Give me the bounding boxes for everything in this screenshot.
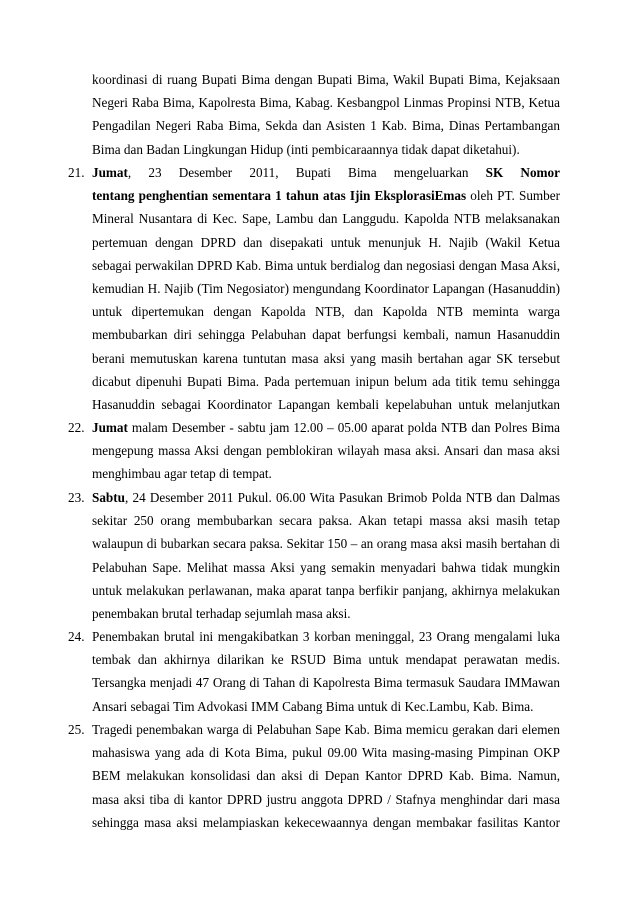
text-span: oleh PT. Sumber (466, 188, 560, 204)
text-line: pertemuan dengan DPRD dan disepakati untuk menunjuk H. Najib (Wakil Ketua (92, 234, 560, 250)
text-line (92, 184, 560, 207)
text-line: Hasanuddin sebagai Koordinator Lapangan kembali kepelabuhan untuk melanjutkan (92, 396, 560, 412)
text-line: penembakan brutal terhadap sejumlah masa aksi. (92, 605, 351, 621)
list-item-23 (68, 486, 560, 625)
text-span: malam Desember - sabtu jam 12.00 – 05.00 aparat polda NTB dan Polres Bima (127, 420, 560, 435)
text-line: tembak dan akhirnya dilarikan ke RSUD Bima untuk mendapat perawatan medis. (92, 652, 560, 668)
text-line: Bima dan Badan Lingkungan Hidup (inti pembicaraannya tidak dapat diketahui). (92, 141, 520, 157)
list-item-22 (68, 416, 560, 486)
item-number: 24. (68, 629, 85, 644)
text-line: untuk dipertemukan dengan Kapolda NTB, dan Kapolda NTB meminta warga (92, 304, 560, 320)
text-line: Ansari sebagai Tim Advokasi IMM Cabang Bima untuk di Kec.Lambu, Kab. Bima. (92, 698, 534, 714)
text-line: Pengadilan Negeri Raba Bima, Sekda dan Asisten 1 Kab. Bima, Dinas Pertambangan (92, 118, 560, 134)
text-line: Tersangka menjadi 47 Orang di Tahan di Kapolresta Bima termasuk Saudara IMMawan (92, 675, 560, 691)
text-line (92, 486, 560, 509)
item-number: 21. (68, 165, 85, 180)
list-item-24 (68, 625, 560, 718)
text-span: , 23 Desember 2011, Bupati Bima mengeluarkan (127, 165, 486, 180)
bold-text: Jumat (92, 420, 128, 435)
item-number: 22. (68, 420, 85, 435)
text-line: Negeri Raba Bima, Kapolresta Bima, Kabag. Kesbangpol Linmas Propinsi NTB, Ketua (92, 95, 560, 111)
text-line: BEM melakukan konsolidasi dan aksi di Depan Kantor DPRD Kab. Bima. Namun, (92, 768, 560, 784)
continuation-paragraph (92, 68, 560, 161)
bold-text: tentang penghentian sementara 1 tahun atas Ijin EksplorasiEmas (92, 188, 467, 204)
text-line: Pelabuhan Sape. Melihat massa Aksi yang semakin menyadari bahwa tidak mungkin (92, 559, 560, 575)
list-item-21 (68, 161, 560, 416)
text-line: walaupun di bubarkan secara paksa. Sekitar 150 – an orang masa aksi masih bertahan di (92, 536, 560, 552)
text-line: kemudian H. Najib (Tim Negosiator) mengundang Koordinator Lapangan (Hasanuddin) (92, 280, 560, 296)
text-line: masa aksi tiba di kantor DPRD justru anggota DPRD / Stafnya menghindar dari masa (92, 791, 560, 807)
text-line: mahasiswa yang ada di Kota Bima, pukul 09.00 Wita masing-masing Pimpinan OKP (92, 745, 560, 761)
text-line: sebagai perwakilan DPRD Kab. Bima untuk berdialog dan negosiasi dengan Masa Aksi, (92, 257, 560, 273)
text-span: , 24 Desember 2011 Pukul. 06.00 Wita Pasukan Brimob Polda NTB dan Dalmas (125, 490, 560, 505)
item-number: 23. (68, 490, 85, 505)
item-number: 25. (68, 722, 85, 737)
text-line: sehingga masa aksi melampiaskan kekecewaannya dengan membakar fasilitas Kantor (92, 814, 560, 830)
text-line: Tragedi penembakan warga di Pelabuhan Sape Kab. Bima memicu gerakan dari elemen (92, 722, 560, 737)
text-line: sekitar 250 orang membubarkan secara paksa. Akan tetapi massa aksi masih tetap (92, 513, 560, 529)
text-line: Penembakan brutal ini mengakibatkan 3 korban meninggal, 23 Orang mengalami luka (92, 629, 560, 644)
text-line (92, 161, 560, 184)
text-line: mengepung massa Aksi dengan pemblokiran wilayah masa aksi. Ansari dan masa aksi (92, 443, 560, 459)
text-line: membubarkan diri sehingga Pelabuhan dapat berfungsi kembali, namun Hasanuddin (92, 327, 560, 343)
bold-text: Jumat (92, 165, 128, 180)
list-item-25 (68, 718, 560, 834)
bold-text: SK Nomor (485, 165, 560, 180)
text-line (92, 416, 560, 439)
bold-text: Sabtu (92, 490, 125, 505)
text-line: koordinasi di ruang Bupati Bima dengan Bupati Bima, Wakil Bupati Bima, Kejaksaan (92, 72, 560, 87)
text-line: untuk melakukan perlawanan, maka aparat tanpa berfikir panjang, akhirnya melakukan (92, 582, 560, 598)
text-line: dicabut dipenuhi Bupati Bima. Pada pertemuan inipun belum ada titik temu sehingga (92, 373, 560, 389)
text-line: menghimbau agar tetap di tempat. (92, 466, 272, 482)
text-line: berani memutuskan karena tuntutan masa aksi yang masih bertahan agar SK tersebut (92, 350, 560, 366)
text-line: Mineral Nusantara di Kec. Sape, Lambu dan Langgudu. Kapolda NTB melaksanakan (92, 211, 560, 227)
